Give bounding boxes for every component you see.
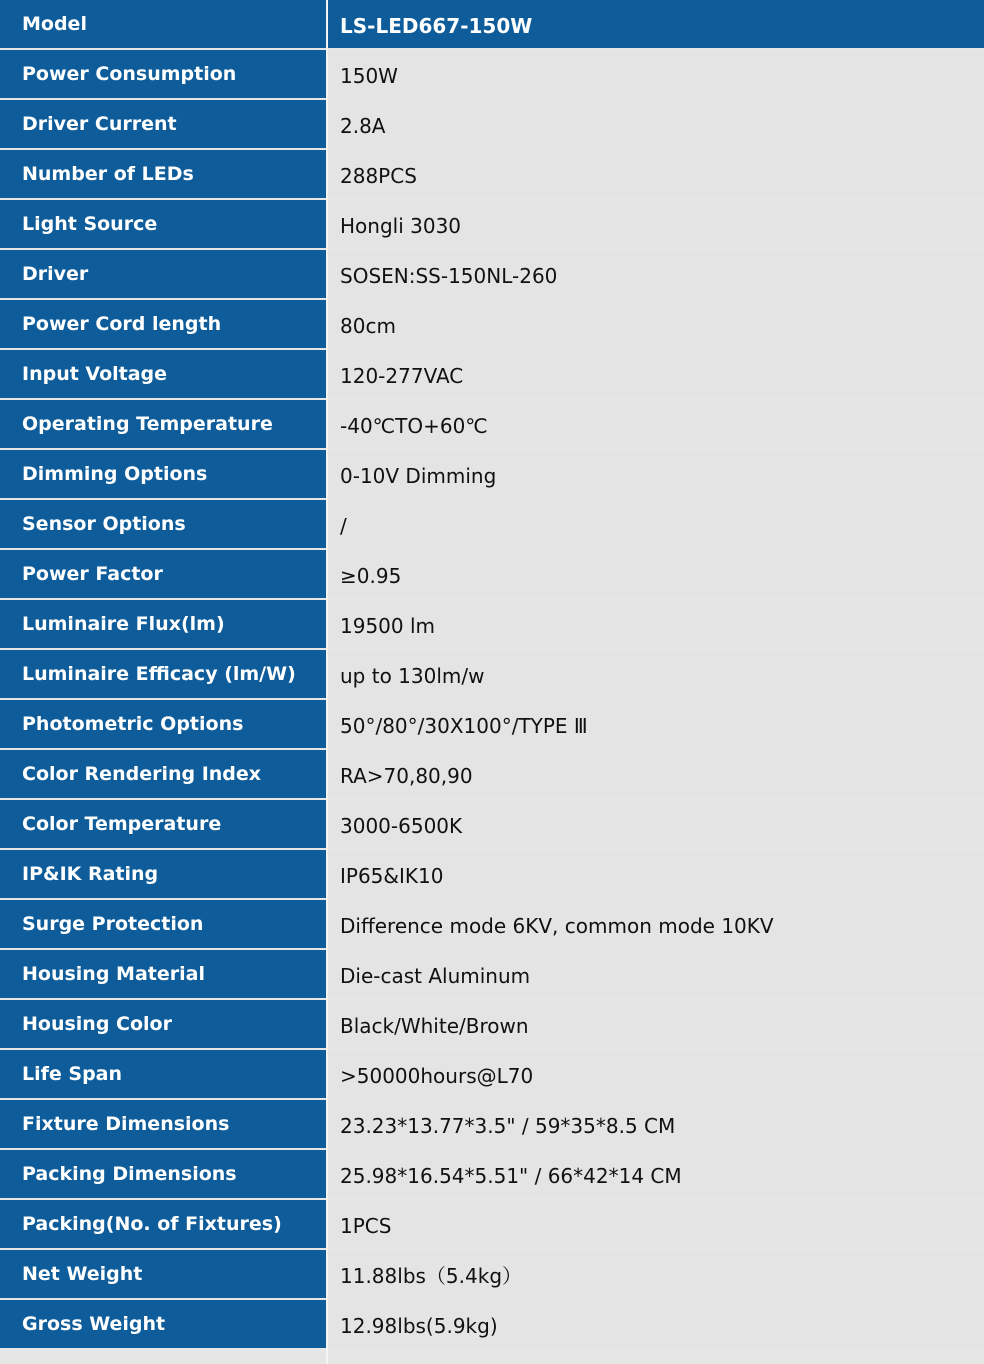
row-value: 80cm bbox=[328, 300, 984, 348]
table-row-model bbox=[0, 0, 984, 48]
row-label: Driver bbox=[0, 250, 326, 298]
table-row bbox=[0, 650, 984, 698]
row-label: Power Consumption bbox=[0, 50, 326, 98]
row-value: ≥0.95 bbox=[328, 550, 984, 598]
row-label: Sensor Options bbox=[0, 500, 326, 548]
table-row bbox=[0, 1300, 984, 1348]
row-label: Operating Temperature bbox=[0, 400, 326, 448]
table-row bbox=[0, 1150, 984, 1198]
row-value: 120-277VAC bbox=[328, 350, 984, 398]
table-row bbox=[0, 950, 984, 998]
row-value: LS-LED667-150W bbox=[328, 0, 984, 48]
row-value: 2.8A bbox=[328, 100, 984, 148]
row-value: -40℃TO+60℃ bbox=[328, 400, 984, 448]
row-label: Model bbox=[0, 0, 326, 48]
table-row bbox=[0, 600, 984, 648]
row-label: Gross Weight bbox=[0, 1300, 326, 1348]
row-label: Luminaire Efficacy (lm/W) bbox=[0, 650, 326, 698]
table-row bbox=[0, 450, 984, 498]
row-value: Black/White/Brown bbox=[328, 1000, 984, 1048]
row-label: Fixture Dimensions bbox=[0, 1100, 326, 1148]
table-row bbox=[0, 50, 984, 98]
table-row bbox=[0, 1200, 984, 1248]
row-value: IP65&IK10 bbox=[328, 850, 984, 898]
row-label: Number of LEDs bbox=[0, 150, 326, 198]
table-row bbox=[0, 900, 984, 948]
row-value: 23.23*13.77*3.5" / 59*35*8.5 CM bbox=[328, 1100, 984, 1148]
table-row bbox=[0, 400, 984, 448]
table-row bbox=[0, 800, 984, 848]
table-row bbox=[0, 300, 984, 348]
row-value: 150W bbox=[328, 50, 984, 98]
table-row bbox=[0, 750, 984, 798]
table-row bbox=[0, 1050, 984, 1098]
row-value: 50°/80°/30X100°/TYPE Ⅲ bbox=[328, 700, 984, 748]
row-label: Dimming Options bbox=[0, 450, 326, 498]
row-value: Difference mode 6KV, common mode 10KV bbox=[328, 900, 984, 948]
row-value: 11.88lbs（5.4kg） bbox=[328, 1250, 984, 1298]
table-row bbox=[0, 200, 984, 248]
table-row bbox=[0, 350, 984, 398]
row-label: Light Source bbox=[0, 200, 326, 248]
table-row bbox=[0, 250, 984, 298]
table-row bbox=[0, 1250, 984, 1298]
row-value: 288PCS bbox=[328, 150, 984, 198]
row-value: 19500 lm bbox=[328, 600, 984, 648]
row-label: Net Weight bbox=[0, 1250, 326, 1298]
table-row bbox=[0, 700, 984, 748]
row-value: Hongli 3030 bbox=[328, 200, 984, 248]
row-label: Driver Current bbox=[0, 100, 326, 148]
row-label: Life Span bbox=[0, 1050, 326, 1098]
row-value: / bbox=[328, 500, 984, 548]
table-row bbox=[0, 850, 984, 898]
table-row bbox=[0, 500, 984, 548]
row-value: 12.98lbs(5.9kg) bbox=[328, 1300, 984, 1348]
row-label: Power Cord length bbox=[0, 300, 326, 348]
row-label: Luminaire Flux(lm) bbox=[0, 600, 326, 648]
row-label: Packing(No. of Fixtures) bbox=[0, 1200, 326, 1248]
table-row bbox=[0, 1000, 984, 1048]
row-label: Color Rendering Index bbox=[0, 750, 326, 798]
row-value: 3000-6500K bbox=[328, 800, 984, 848]
table-row bbox=[0, 100, 984, 148]
row-label: Power Factor bbox=[0, 550, 326, 598]
row-label: Color Temperature bbox=[0, 800, 326, 848]
row-label: IP&IK Rating bbox=[0, 850, 326, 898]
row-label: Surge Protection bbox=[0, 900, 326, 948]
row-value: RA>70,80,90 bbox=[328, 750, 984, 798]
row-value: Die-cast Aluminum bbox=[328, 950, 984, 998]
row-label: Housing Color bbox=[0, 1000, 326, 1048]
table-row bbox=[0, 1100, 984, 1148]
row-label: Packing Dimensions bbox=[0, 1150, 326, 1198]
row-value: 1PCS bbox=[328, 1200, 984, 1248]
row-value: 0-10V Dimming bbox=[328, 450, 984, 498]
row-value: >50000hours@L70 bbox=[328, 1050, 984, 1098]
row-value: SOSEN:SS-150NL-260 bbox=[328, 250, 984, 298]
row-value: up to 130lm/w bbox=[328, 650, 984, 698]
row-label: Photometric Options bbox=[0, 700, 326, 748]
row-label: Housing Material bbox=[0, 950, 326, 998]
table-row bbox=[0, 150, 984, 198]
row-label: Input Voltage bbox=[0, 350, 326, 398]
row-value: 25.98*16.54*5.51" / 66*42*14 CM bbox=[328, 1150, 984, 1198]
table-row bbox=[0, 550, 984, 598]
